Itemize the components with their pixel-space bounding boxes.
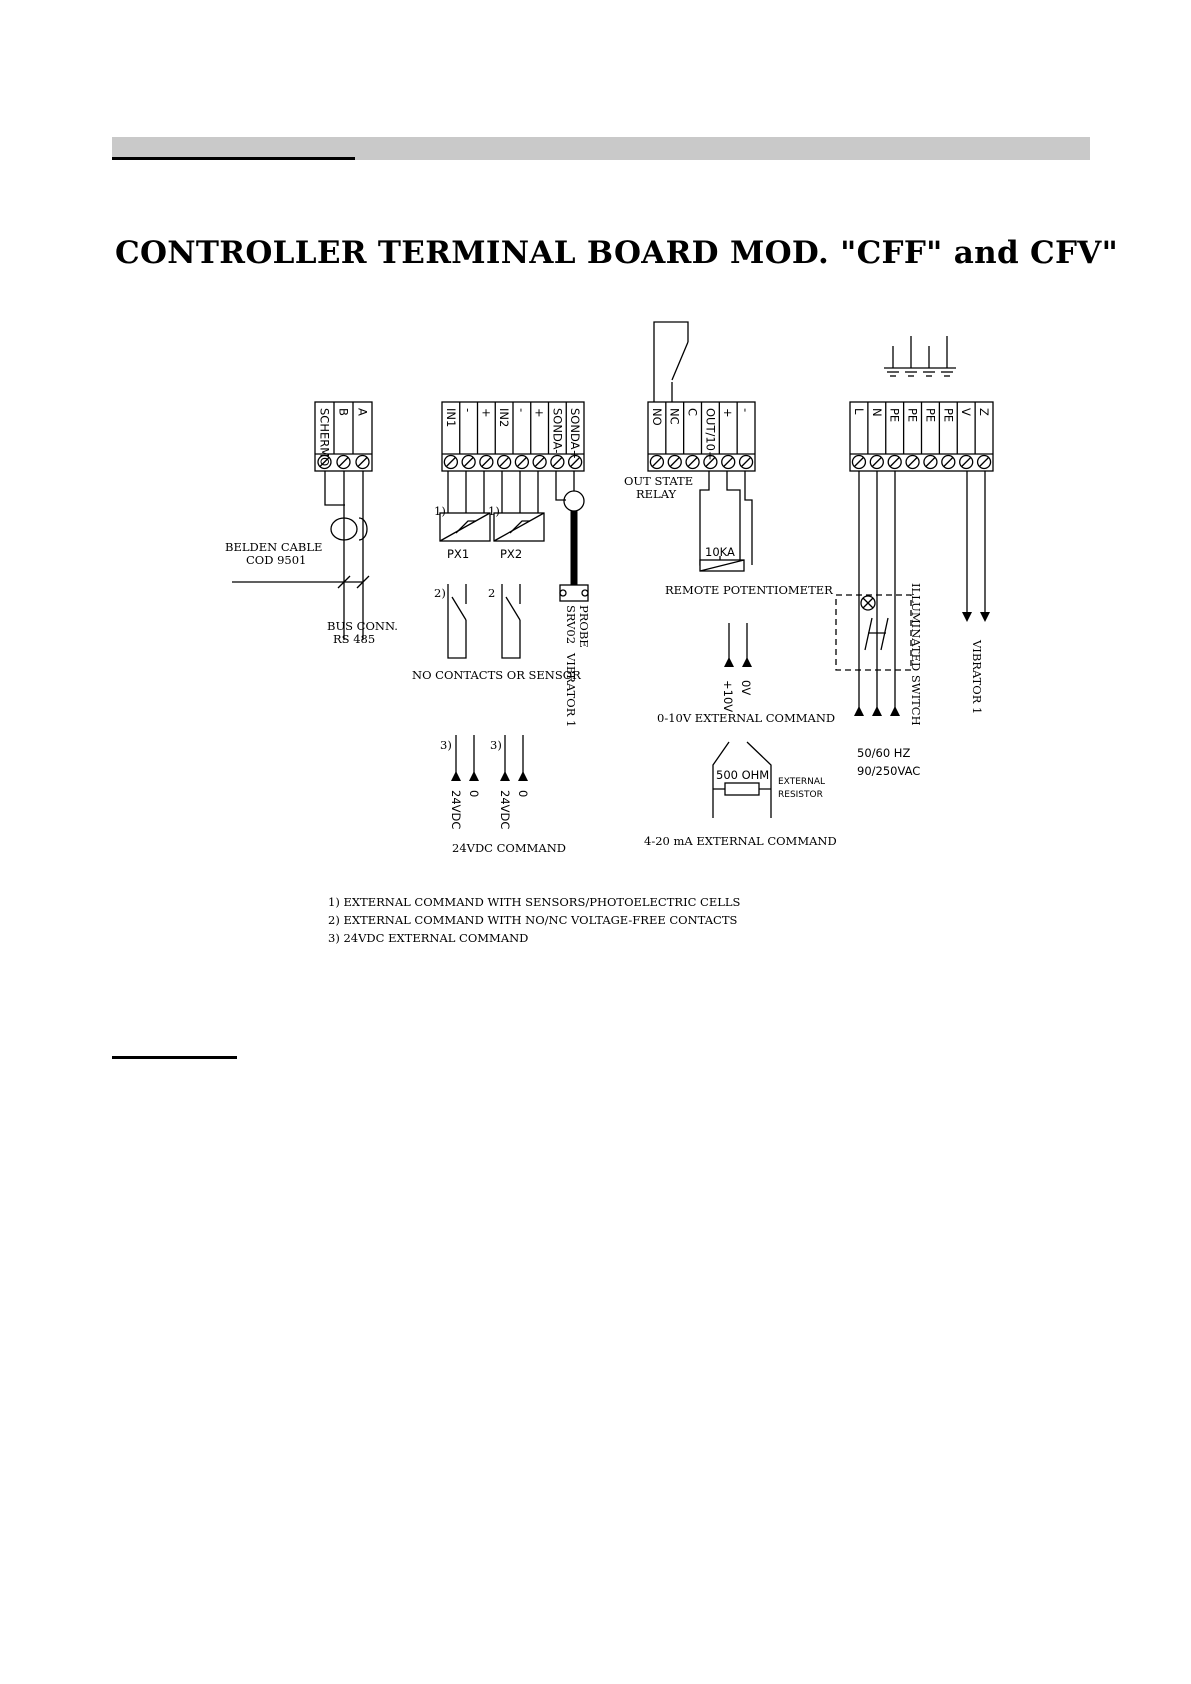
bus-wiring xyxy=(225,471,398,646)
in-terminal-label: SONDA- xyxy=(550,408,565,454)
v24-label-1: 24VDC xyxy=(449,790,463,830)
ext-arrow-head xyxy=(724,657,734,667)
resistor-label: EXTERNAL xyxy=(778,777,826,787)
marker-3b: 3) xyxy=(490,738,502,752)
ext-arrow-head xyxy=(742,657,752,667)
in-terminal-label: IN1 xyxy=(443,408,458,428)
v24-caption: 24VDC COMMAND xyxy=(452,841,566,855)
in-terminal-label: IN2 xyxy=(497,408,512,428)
relay-terminal-block xyxy=(648,402,755,471)
ext-zero-label: 0V xyxy=(739,680,753,696)
v24-command xyxy=(440,735,566,855)
footer-underline xyxy=(112,1056,237,1059)
ground-icon xyxy=(902,336,920,376)
rl-terminal-label: + xyxy=(721,408,736,418)
note-2: 2) EXTERNAL COMMAND WITH NO/NC VOLTAGE-FREE CONTACTS xyxy=(328,913,738,927)
pw-terminal-label: PE xyxy=(923,408,938,423)
freq-label: 50/60 HZ xyxy=(857,746,911,760)
pw-terminal-label: N xyxy=(869,408,884,417)
in-terminal-label: - xyxy=(461,408,476,413)
pw-terminal-label: PE xyxy=(887,408,902,423)
bus-conn-rs: RS 485 xyxy=(333,632,376,646)
input-vibrator-label: VIBRATOR 1 xyxy=(564,653,578,728)
power-vibrator-label: VIBRATOR 1 xyxy=(970,640,984,715)
v24-arrow-head xyxy=(500,771,510,781)
bus-terminal-block xyxy=(315,402,372,471)
mains-arrow-head xyxy=(890,706,900,716)
contacts-caption: NO CONTACTS OR SENSOR xyxy=(412,668,581,682)
in-terminal-label: + xyxy=(479,408,494,418)
marker-1b: 1) xyxy=(488,504,500,518)
marker-1a: 1) xyxy=(434,504,446,518)
note-3: 3) 24VDC EXTERNAL COMMAND xyxy=(328,931,529,945)
resistor-value: 500 OHM xyxy=(716,768,770,782)
rl-terminal-label: OUT/10+ xyxy=(703,408,718,461)
bus-conn-label: BUS CONN. xyxy=(327,619,398,633)
vibrator-arrow-head xyxy=(962,612,972,622)
v24-arrow-head xyxy=(469,771,479,781)
cable-label: BELDEN CABLE xyxy=(225,540,323,554)
probe-label: PROBE xyxy=(577,605,591,648)
vibrator-arrow-head xyxy=(980,612,990,622)
probe-model: SRV02 xyxy=(564,605,578,645)
pw-terminal-label: Z xyxy=(977,408,992,416)
relay-switch-symbol xyxy=(654,322,688,402)
relay-label-2: RELAY xyxy=(636,487,677,501)
note-1: 1) EXTERNAL COMMAND WITH SENSORS/PHOTOELECTRIC CELLS xyxy=(328,895,741,909)
ext-plus-label: +10V xyxy=(721,680,735,713)
pw-terminal-label: PE xyxy=(941,408,956,423)
relay-label: OUT STATE xyxy=(624,474,694,488)
cable-code: COD 9501 xyxy=(246,553,307,567)
bus-terminal-label: A xyxy=(355,408,370,416)
sensor-px2-label: PX2 xyxy=(500,547,523,561)
power-terminal-block xyxy=(850,402,993,471)
pot-value: 10KA xyxy=(705,545,735,559)
v24-label-2: 24VDC xyxy=(498,790,512,830)
rl-terminal-label: - xyxy=(739,408,754,413)
voltage-label: 90/250VAC xyxy=(857,764,921,778)
marker-2a: 2) xyxy=(434,586,446,600)
in-terminal-label: - xyxy=(514,408,529,413)
pw-terminal-label: V xyxy=(959,408,974,416)
marker-3a: 3) xyxy=(440,738,452,752)
pot-label: REMOTE POTENTIOMETER xyxy=(665,583,833,597)
rl-terminal-label: C xyxy=(685,408,700,417)
ground-icon xyxy=(920,346,938,376)
ext-caption: 0-10V EXTERNAL COMMAND xyxy=(657,711,836,725)
v24-arrow-head xyxy=(451,771,461,781)
rl-terminal-label: NC xyxy=(667,408,682,425)
footnotes xyxy=(328,893,740,947)
bus-terminal-label: SCHERMO xyxy=(317,408,332,467)
bus-terminal-label: B xyxy=(336,408,351,416)
switch-label: ILLUMINATED SWITCH xyxy=(909,583,923,726)
v24-arrow-head xyxy=(518,771,528,781)
relay-wiring xyxy=(624,471,837,848)
marker-2b: 2 xyxy=(488,586,496,600)
sensor-px1-label: PX1 xyxy=(447,547,470,561)
power-wiring xyxy=(836,471,990,778)
ground-symbols xyxy=(884,336,956,376)
resistor-label-2: RESISTOR xyxy=(778,790,823,800)
in-terminal-label: SONDA+ xyxy=(568,408,583,460)
sensor-wiring xyxy=(434,471,591,727)
v24-zero-2: 0 xyxy=(516,790,530,798)
ground-icon xyxy=(938,336,956,376)
rl-terminal-label: NO xyxy=(649,408,664,426)
ma-caption: 4-20 mA EXTERNAL COMMAND xyxy=(644,834,837,848)
v24-zero-1: 0 xyxy=(467,790,481,798)
ground-icon xyxy=(884,346,902,376)
input-terminal-block xyxy=(442,402,584,471)
page-title: CONTROLLER TERMINAL BOARD MOD. "CFF" and CFV" xyxy=(115,235,1119,271)
in-terminal-label: + xyxy=(532,408,547,418)
mains-arrow-head xyxy=(872,706,882,716)
contact-wiring xyxy=(412,584,581,682)
pw-terminal-label: PE xyxy=(905,408,920,423)
pw-terminal-label: L xyxy=(851,408,866,415)
mains-arrow-head xyxy=(854,706,864,716)
